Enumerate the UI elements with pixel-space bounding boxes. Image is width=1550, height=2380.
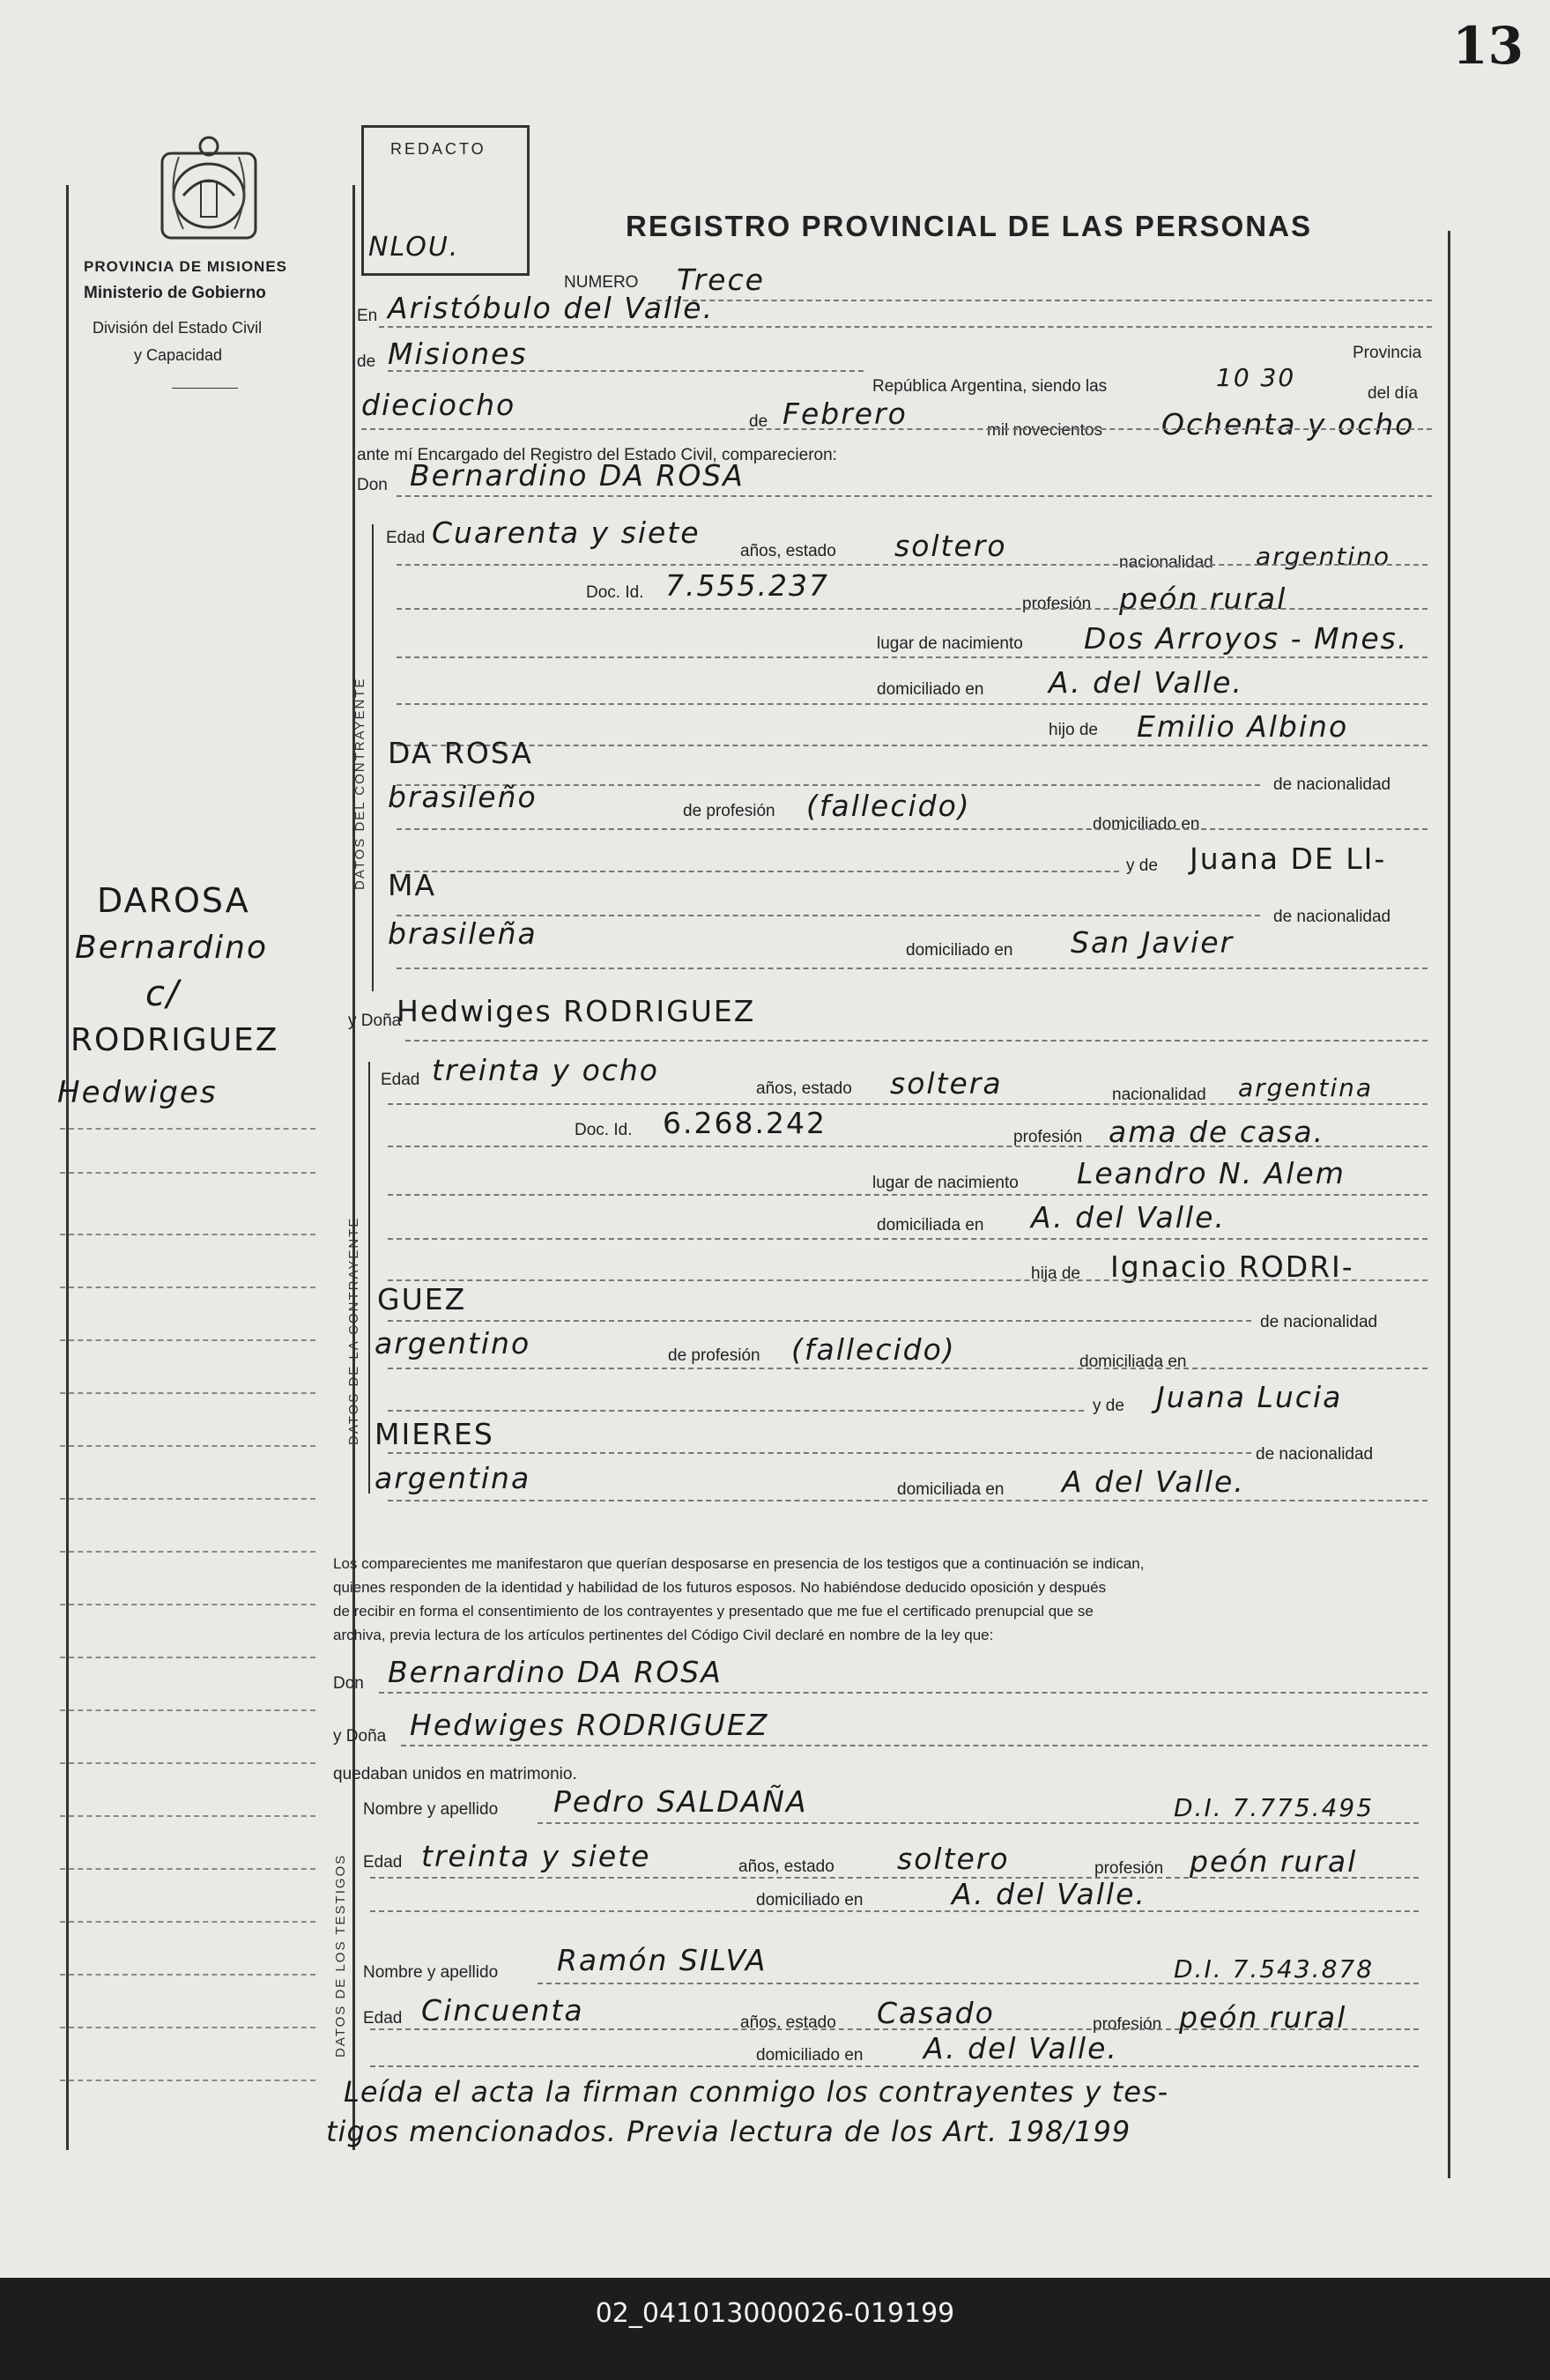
bride-edad-value: treinta y ocho: [432, 1053, 660, 1087]
ante-text: ante mí Encargado del Registro del Estado Civil, comparecieron:: [357, 446, 837, 464]
divider: [172, 388, 238, 389]
bride-madre-dom: A del Valle.: [1062, 1464, 1245, 1499]
margin-note-5: Hedwiges: [57, 1075, 218, 1110]
bride-block-bracket: [368, 1062, 370, 1494]
declaration-line-2: quienes responden de la identidad y habilidad de los futuros esposos. No habiéndose deducido oposición y después: [333, 1579, 1107, 1596]
groom-de-nac-label: de nacionalidad: [1273, 775, 1391, 794]
bride-y-de-label: y de: [1093, 1397, 1124, 1415]
closing-line-1: Leída el acta la firman conmigo los contrayentes y tes-: [344, 2075, 1169, 2109]
groom-y-de-label: y de: [1126, 856, 1158, 875]
groom-lugar-value: Dos Arroyos - Mnes.: [1084, 621, 1409, 656]
w1-estado-value: soltero: [897, 1842, 1010, 1876]
decl-dona-value: Hedwiges RODRIGUEZ: [410, 1708, 769, 1742]
mes-label: de: [749, 412, 768, 431]
w2-nombre-label: Nombre y apellido: [363, 1963, 499, 1982]
footer-caption: 02_041013000026-019199: [0, 2278, 1550, 2380]
division-label-2: y Capacidad: [134, 346, 223, 364]
bride-domicilio-label: domiciliada en: [877, 1216, 984, 1234]
anio-value: Ochenta y ocho: [1161, 407, 1415, 441]
en-value: Aristóbulo del Valle.: [388, 291, 715, 325]
w2-profesion-label: profesión: [1093, 2015, 1162, 2034]
w2-di-value: D.I. 7.543.878: [1174, 1954, 1375, 1983]
w2-profesion-value: peón rural: [1179, 2000, 1347, 2035]
w2-edad-label: Edad: [363, 2009, 403, 2028]
groom-nacionalidad-label: nacionalidad: [1119, 553, 1213, 572]
mil-label: mil novecientos: [987, 421, 1102, 440]
w2-domicilio-label: domiciliado en: [756, 2046, 864, 2065]
w2-nombre-value: Ramón SILVA: [557, 1943, 768, 1977]
groom-nacionalidad-value: argentino: [1256, 542, 1391, 571]
groom-lugar-label: lugar de nacimiento: [877, 634, 1023, 653]
groom-dom-en-label: domiciliado en: [1093, 815, 1200, 834]
w2-domicilio-value: A. del Valle.: [923, 2031, 1118, 2065]
bride-domicilio-value: A. del Valle.: [1031, 1200, 1226, 1234]
dia-value: dieciocho: [361, 388, 516, 422]
groom-de-prof-label: de profesión: [683, 802, 775, 820]
groom-profesion-value: peón rural: [1119, 582, 1287, 616]
w1-nombre-label: Nombre y apellido: [363, 1800, 499, 1819]
witness-block-bracket: [352, 1789, 354, 2124]
decl-don-label: Don: [333, 1674, 364, 1693]
groom-doc-value: 7.555.237: [665, 568, 829, 603]
witness-side-label: DATOS DE LOS TESTIGOS: [333, 1853, 348, 2057]
redacto-label: REDACTO: [390, 140, 486, 158]
de-value: Misiones: [388, 337, 528, 371]
groom-padre-prof: (fallecido): [806, 789, 971, 823]
del-dia-label: del día: [1368, 384, 1419, 403]
groom-side-label: DATOS DEL CONTRAYENTE: [352, 677, 367, 890]
w1-profesion-label: profesión: [1094, 1859, 1164, 1878]
groom-madre-nac: brasileña: [388, 916, 538, 951]
groom-estado-value: soltero: [894, 529, 1007, 563]
w1-edad-label: Edad: [363, 1853, 403, 1872]
groom-madre-dom-label: domiciliado en: [906, 941, 1013, 960]
bride-lugar-label: lugar de nacimiento: [872, 1174, 1019, 1192]
hora-value: 10 30: [1216, 363, 1296, 392]
mes-value: Febrero: [782, 397, 908, 431]
don-label: Don: [357, 476, 388, 494]
w2-anios-estado: años, estado: [740, 2013, 836, 2032]
bride-de-nac-label: de nacionalidad: [1260, 1313, 1378, 1331]
groom-doc-label: Doc. Id.: [586, 583, 644, 602]
republica-label: República Argentina, siendo las: [872, 377, 1108, 396]
bride-madre-dom-label: domiciliada en: [897, 1480, 1005, 1499]
province-label: PROVINCIA DE MISIONES: [84, 258, 288, 275]
groom-hijo-label: hijo de: [1049, 721, 1098, 739]
groom-madre-dom: San Javier: [1071, 925, 1235, 960]
groom-madre-nac-label: de nacionalidad: [1273, 908, 1391, 926]
margin-note-1: DAROSA: [97, 881, 250, 920]
page-title: REGISTRO PROVINCIAL DE LAS PERSONAS: [626, 210, 1312, 242]
en-label: En: [357, 307, 378, 325]
groom-domicilio-label: domiciliado en: [877, 680, 984, 699]
bride-madre-nac-label: de nacionalidad: [1256, 1445, 1374, 1464]
numero-value: Trece: [677, 263, 765, 297]
bride-anios-estado: años, estado: [756, 1079, 852, 1098]
groom-edad-value: Cuarenta y siete: [432, 515, 701, 550]
margin-note-3: c/: [145, 974, 181, 1014]
w1-domicilio-value: A. del Valle.: [952, 1877, 1146, 1911]
bride-padre-nac: argentino: [375, 1326, 531, 1361]
bride-padre-value-2: GUEZ: [377, 1282, 467, 1316]
w1-nombre-value: Pedro SALDAÑA: [553, 1784, 808, 1819]
w2-estado-value: Casado: [877, 1996, 995, 2030]
w1-di-value: D.I. 7.775.495: [1174, 1793, 1375, 1822]
bride-profesion-label: profesión: [1013, 1128, 1083, 1146]
redacto-box: [361, 125, 530, 276]
bride-dona-value: Hedwiges RODRIGUEZ: [397, 994, 756, 1028]
bride-lugar-value: Leandro N. Alem: [1077, 1156, 1346, 1190]
declaration-line-4: archiva, previa lectura de los artículos pertinentes del Código Civil declaré en nombre de la ley que:: [333, 1627, 994, 1643]
w1-domicilio-label: domiciliado en: [756, 1891, 864, 1909]
groom-anios-estado: años, estado: [740, 542, 836, 560]
coat-of-arms-icon: [157, 130, 261, 243]
ministry-label: Ministerio de Gobierno: [84, 284, 266, 302]
margin-note-2: Bernardino: [75, 930, 269, 966]
left-border: [66, 185, 69, 2150]
bride-doc-label: Doc. Id.: [575, 1121, 633, 1139]
bride-doc-value: 6.268.242: [663, 1106, 827, 1140]
de-label: de: [357, 352, 376, 371]
declaration-line-3: de recibir en forma el consentimiento de los contrayentes y presentado que me fue el certificado prenupcial que se: [333, 1603, 1094, 1620]
groom-madre-value-2: MA: [388, 868, 437, 902]
decl-don-value: Bernardino DA ROSA: [388, 1655, 723, 1689]
redacto-value: NLOU.: [368, 232, 460, 263]
page-number: 13: [1452, 16, 1524, 76]
closing-line-2: tigos mencionados. Previa lectura de los Art. 198/199: [326, 2115, 1131, 2148]
numero-label: NUMERO: [564, 273, 639, 292]
declaration-line-1: Los comparecientes me manifestaron que querían desposarse en presencia de los testigos que a continuación se indican,: [333, 1555, 1145, 1572]
bride-dona-label: y Doña: [348, 1012, 402, 1030]
groom-profesion-label: profesión: [1022, 595, 1092, 613]
groom-padre-nac: brasileño: [388, 780, 538, 814]
division-label-1: División del Estado Civil: [93, 319, 263, 337]
groom-padre-value-2: DA ROSA: [388, 736, 533, 770]
decl-quedaban: quedaban unidos en matrimonio.: [333, 1765, 577, 1783]
w2-edad-value: Cincuenta: [421, 1993, 584, 2028]
bride-padre-value-1: Ignacio RODRI-: [1110, 1249, 1354, 1284]
w1-edad-value: treinta y siete: [421, 1839, 651, 1873]
bride-nacionalidad-label: nacionalidad: [1112, 1086, 1206, 1104]
don-value: Bernardino DA ROSA: [410, 458, 745, 493]
bride-madre-value-2: MIERES: [375, 1417, 494, 1451]
bride-nacionalidad-value: argentina: [1238, 1073, 1374, 1102]
bride-edad-label: Edad: [381, 1071, 420, 1089]
decl-dona-label: y Doña: [333, 1727, 387, 1746]
groom-domicilio-value: A. del Valle.: [1049, 665, 1243, 700]
w1-anios-estado: años, estado: [738, 1857, 834, 1876]
bride-dom-en-label: domiciliada en: [1079, 1353, 1187, 1371]
groom-edad-label: Edad: [386, 529, 426, 547]
groom-padre-value-1: Emilio Albino: [1137, 709, 1349, 744]
margin-note-4: RODRIGUEZ: [70, 1022, 279, 1058]
bride-madre-value-1: Juana Lucia: [1156, 1380, 1343, 1414]
groom-madre-value-1: Juana DE LI-: [1190, 842, 1387, 876]
bride-padre-prof: (fallecido): [791, 1332, 956, 1367]
bride-side-label: DATOS DE LA CONTRAYENTE: [346, 1216, 361, 1445]
w1-profesion-value: peón rural: [1190, 1844, 1358, 1879]
bride-profesion-value: ama de casa.: [1109, 1115, 1325, 1149]
right-border: [1448, 231, 1450, 2178]
bride-hija-label: hija de: [1031, 1264, 1080, 1283]
bride-madre-nac: argentina: [375, 1461, 531, 1495]
provincia-label: Provincia: [1353, 344, 1422, 362]
bride-de-prof-label: de profesión: [668, 1346, 760, 1365]
bride-estado-value: soltera: [890, 1066, 1003, 1101]
groom-block-bracket: [372, 524, 374, 991]
